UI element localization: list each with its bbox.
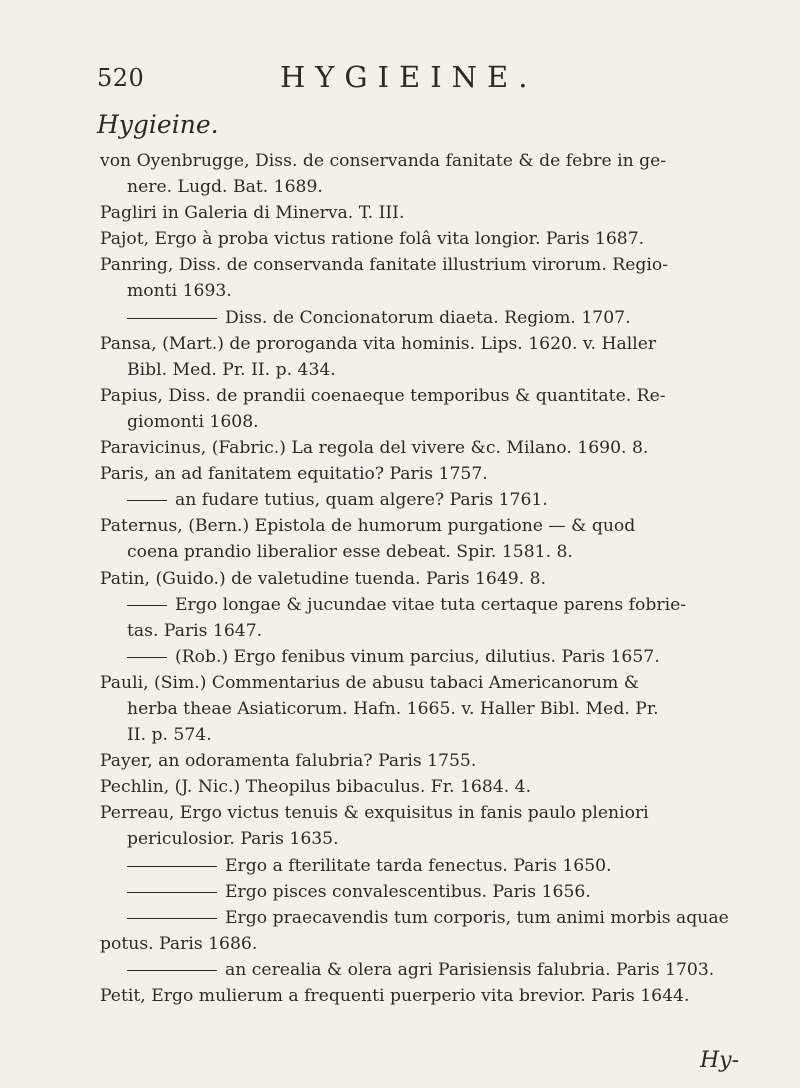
bibliography-entry bbox=[100, 957, 770, 983]
entry-line: giomonti 1608. bbox=[127, 411, 259, 432]
entry-line: Pansa, (Mart.) de proroganda vita hominis. Lips. 1620. v. Haller bbox=[100, 333, 657, 354]
entry-line: Patin, (Guido.) de valetudine tuenda. Paris 1649. 8. bbox=[100, 568, 547, 589]
running-head: HYGIEINE. bbox=[280, 60, 538, 94]
entry-line: Ergo praecavendis tum corporis, tum animi morbis aquae bbox=[225, 907, 729, 928]
bibliography-entry bbox=[100, 487, 770, 513]
entry-line: Pechlin, (J. Nic.) Theopilus bibaculus. Fr. 1684. 4. bbox=[100, 777, 532, 798]
bibliography-list bbox=[100, 148, 770, 1009]
entry-line: Pajot, Ergo à proba victus ratione folâ vita longior. Paris 1687. bbox=[100, 229, 645, 250]
entry-line: II. p. 574. bbox=[127, 725, 212, 746]
bibliography-entry bbox=[100, 331, 770, 383]
bibliography-entry bbox=[100, 774, 770, 800]
entry-line: Papius, Diss. de prandii coenaeque temporibus & quantitate. Re- bbox=[100, 385, 666, 406]
section-title: Hygieine. bbox=[97, 110, 219, 139]
bibliography-entry bbox=[100, 566, 770, 592]
entry-line: an fudare tutius, quam algere? Paris 1761. bbox=[175, 490, 548, 511]
bibliography-entry bbox=[100, 148, 770, 200]
bibliography-entry bbox=[100, 435, 770, 461]
ditto-rule bbox=[127, 605, 167, 606]
bibliography-entry bbox=[100, 853, 770, 879]
bibliography-entry bbox=[100, 592, 770, 644]
bibliography-entry bbox=[100, 305, 770, 331]
entry-line: coena prandio liberalior esse debeat. Spir. 1581. 8. bbox=[127, 542, 573, 563]
entry-line: periculosior. Paris 1635. bbox=[127, 829, 339, 850]
ditto-rule bbox=[127, 970, 217, 971]
ditto-rule bbox=[127, 918, 217, 919]
entry-line: Paravicinus, (Fabric.) La regola del vivere &c. Milano. 1690. 8. bbox=[100, 438, 649, 459]
bibliography-entry bbox=[100, 748, 770, 774]
entry-line: monti 1693. bbox=[127, 281, 232, 302]
entry-line: Paternus, (Bern.) Epistola de humorum purgatione — & quod bbox=[100, 516, 636, 537]
entry-line: Panring, Diss. de conservanda fanitate illustrium virorum. Regio- bbox=[100, 255, 669, 276]
bibliography-entry bbox=[100, 644, 770, 670]
ditto-rule bbox=[127, 892, 217, 893]
entry-line: (Rob.) Ergo fenibus vinum parcius, dilutius. Paris 1657. bbox=[175, 646, 660, 667]
entry-line: an cerealia & olera agri Parisiensis falubria. Paris 1703. bbox=[225, 959, 715, 980]
ditto-rule bbox=[127, 657, 167, 658]
entry-line: Payer, an odoramenta falubria? Paris 1755. bbox=[100, 751, 477, 772]
entry-line: Petit, Ergo mulierum a frequenti puerperio vita brevior. Paris 1644. bbox=[100, 986, 690, 1006]
bibliography-entry bbox=[100, 513, 770, 565]
bibliography-entry bbox=[100, 800, 770, 852]
entry-line: Bibl. Med. Pr. II. p. 434. bbox=[127, 359, 336, 380]
entry-line: potus. Paris 1686. bbox=[100, 933, 258, 954]
bibliography-entry bbox=[100, 670, 770, 748]
bibliography-entry bbox=[100, 252, 770, 304]
bibliography-entry bbox=[100, 879, 770, 905]
entry-line: herba theae Asiaticorum. Hafn. 1665. v. Haller Bibl. Med. Pr. bbox=[127, 698, 659, 719]
page-number: 520 bbox=[97, 64, 145, 92]
entry-line: Perreau, Ergo victus tenuis & exquisitus in fanis paulo pleniori bbox=[100, 803, 649, 824]
entry-line: tas. Paris 1647. bbox=[127, 620, 263, 641]
entry-line: Ergo a fterilitate tarda fenectus. Paris 1650. bbox=[225, 855, 612, 876]
bibliography-entry bbox=[100, 383, 770, 435]
bibliography-entry bbox=[100, 905, 770, 957]
entry-line: Ergo longae & jucundae vitae tuta certaque parens fobrie- bbox=[175, 594, 687, 615]
entry-line: Paris, an ad fanitatem equitatio? Paris 1757. bbox=[100, 464, 488, 485]
entry-line: von Oyenbrugge, Diss. de conservanda fanitate & de febre in ge- bbox=[100, 151, 667, 171]
entry-line: Diss. de Concionatorum diaeta. Regiom. 1707. bbox=[225, 307, 631, 328]
entry-line: Pagliri in Galeria di Minerva. T. III. bbox=[100, 203, 405, 224]
entry-line: nere. Lugd. Bat. 1689. bbox=[127, 177, 323, 198]
entry-line: Ergo pisces convalescentibus. Paris 1656. bbox=[225, 881, 591, 902]
ditto-rule bbox=[127, 866, 217, 867]
ditto-rule bbox=[127, 318, 217, 319]
entry-line: Pauli, (Sim.) Commentarius de abusu tabaci Americanorum & bbox=[100, 672, 640, 693]
catchword: Hy- bbox=[700, 1048, 740, 1073]
ditto-rule bbox=[127, 500, 167, 501]
bibliography-entry bbox=[100, 461, 770, 487]
bibliography-entry bbox=[100, 200, 770, 226]
bibliography-entry bbox=[100, 983, 770, 1009]
bibliography-entry bbox=[100, 226, 770, 252]
